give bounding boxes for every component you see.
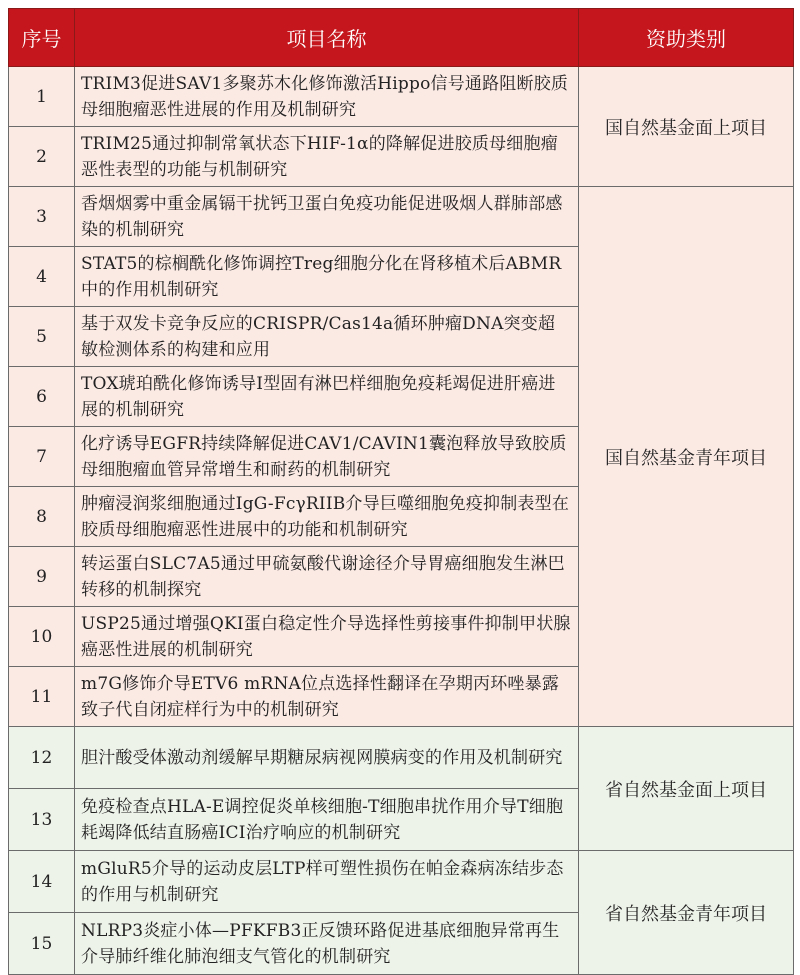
- funding-category: 国自然基金青年项目: [579, 187, 794, 727]
- row-number: 14: [9, 851, 75, 913]
- project-name: 香烟烟雾中重金属镉干扰钙卫蛋白免疫功能促进吸烟人群肺部感染的机制研究: [75, 187, 579, 247]
- project-name: STAT5的棕榈酰化修饰调控Treg细胞分化在肾移植术后ABMR中的作用机制研究: [75, 247, 579, 307]
- header-no: 序号: [9, 9, 75, 67]
- project-name: 肿瘤浸润浆细胞通过IgG-FcγRIIB介导巨噬细胞免疫抑制表型在胶质母细胞瘤恶性进展中的功能和机制研究: [75, 487, 579, 547]
- funding-table: [8, 8, 794, 975]
- row-number: 4: [9, 247, 75, 307]
- row-number: 10: [9, 607, 75, 667]
- row-number: 9: [9, 547, 75, 607]
- table-row: [9, 727, 794, 789]
- project-name: m7G修饰介导ETV6 mRNA位点选择性翻译在孕期丙环唑暴露致子代自闭症样行为中的机制研究: [75, 667, 579, 727]
- table-row: [9, 67, 794, 127]
- row-number: 2: [9, 127, 75, 187]
- row-number: 1: [9, 67, 75, 127]
- row-number: 13: [9, 789, 75, 851]
- row-number: 12: [9, 727, 75, 789]
- project-name: 胆汁酸受体激动剂缓解早期糖尿病视网膜病变的作用及机制研究: [75, 727, 579, 789]
- project-name: 转运蛋白SLC7A5通过甲硫氨酸代谢途径介导胃癌细胞发生淋巴转移的机制探究: [75, 547, 579, 607]
- row-number: 6: [9, 367, 75, 427]
- funding-category: 省自然基金面上项目: [579, 727, 794, 851]
- table-row: [9, 851, 794, 913]
- project-name: mGluR5介导的运动皮层LTP样可塑性损伤在帕金森病冻结步态的作用与机制研究: [75, 851, 579, 913]
- row-number: 5: [9, 307, 75, 367]
- row-number: 8: [9, 487, 75, 547]
- row-number: 15: [9, 913, 75, 975]
- project-name: 免疫检查点HLA-E调控促炎单核细胞-T细胞串扰作用介导T细胞耗竭降低结直肠癌ICI治疗响应的机制研究: [75, 789, 579, 851]
- header-category: 资助类别: [579, 9, 794, 67]
- project-name: TRIM3促进SAV1多聚苏木化修饰激活Hippo信号通路阻断胶质母细胞瘤恶性进展的作用及机制研究: [75, 67, 579, 127]
- header-name: 项目名称: [75, 9, 579, 67]
- row-number: 7: [9, 427, 75, 487]
- project-name: TRIM25通过抑制常氧状态下HIF-1α的降解促进胶质母细胞瘤恶性表型的功能与机制研究: [75, 127, 579, 187]
- row-number: 11: [9, 667, 75, 727]
- funding-category: 国自然基金面上项目: [579, 67, 794, 187]
- project-name: NLRP3炎症小体—PFKFB3正反馈环路促进基底细胞异常再生介导肺纤维化肺泡细支气管化的机制研究: [75, 913, 579, 975]
- project-name: TOX琥珀酰化修饰诱导I型固有淋巴样细胞免疫耗竭促进肝癌进展的机制研究: [75, 367, 579, 427]
- project-name: USP25通过增强QKI蛋白稳定性介导选择性剪接事件抑制甲状腺癌恶性进展的机制研究: [75, 607, 579, 667]
- project-name: 化疗诱导EGFR持续降解促进CAV1/CAVIN1囊泡释放导致胶质母细胞瘤血管异常增生和耐药的机制研究: [75, 427, 579, 487]
- row-number: 3: [9, 187, 75, 247]
- header-row: [9, 9, 794, 67]
- project-name: 基于双发卡竞争反应的CRISPR/Cas14a循环肿瘤DNA突变超敏检测体系的构建和应用: [75, 307, 579, 367]
- funding-category: 省自然基金青年项目: [579, 851, 794, 975]
- table-row: [9, 187, 794, 247]
